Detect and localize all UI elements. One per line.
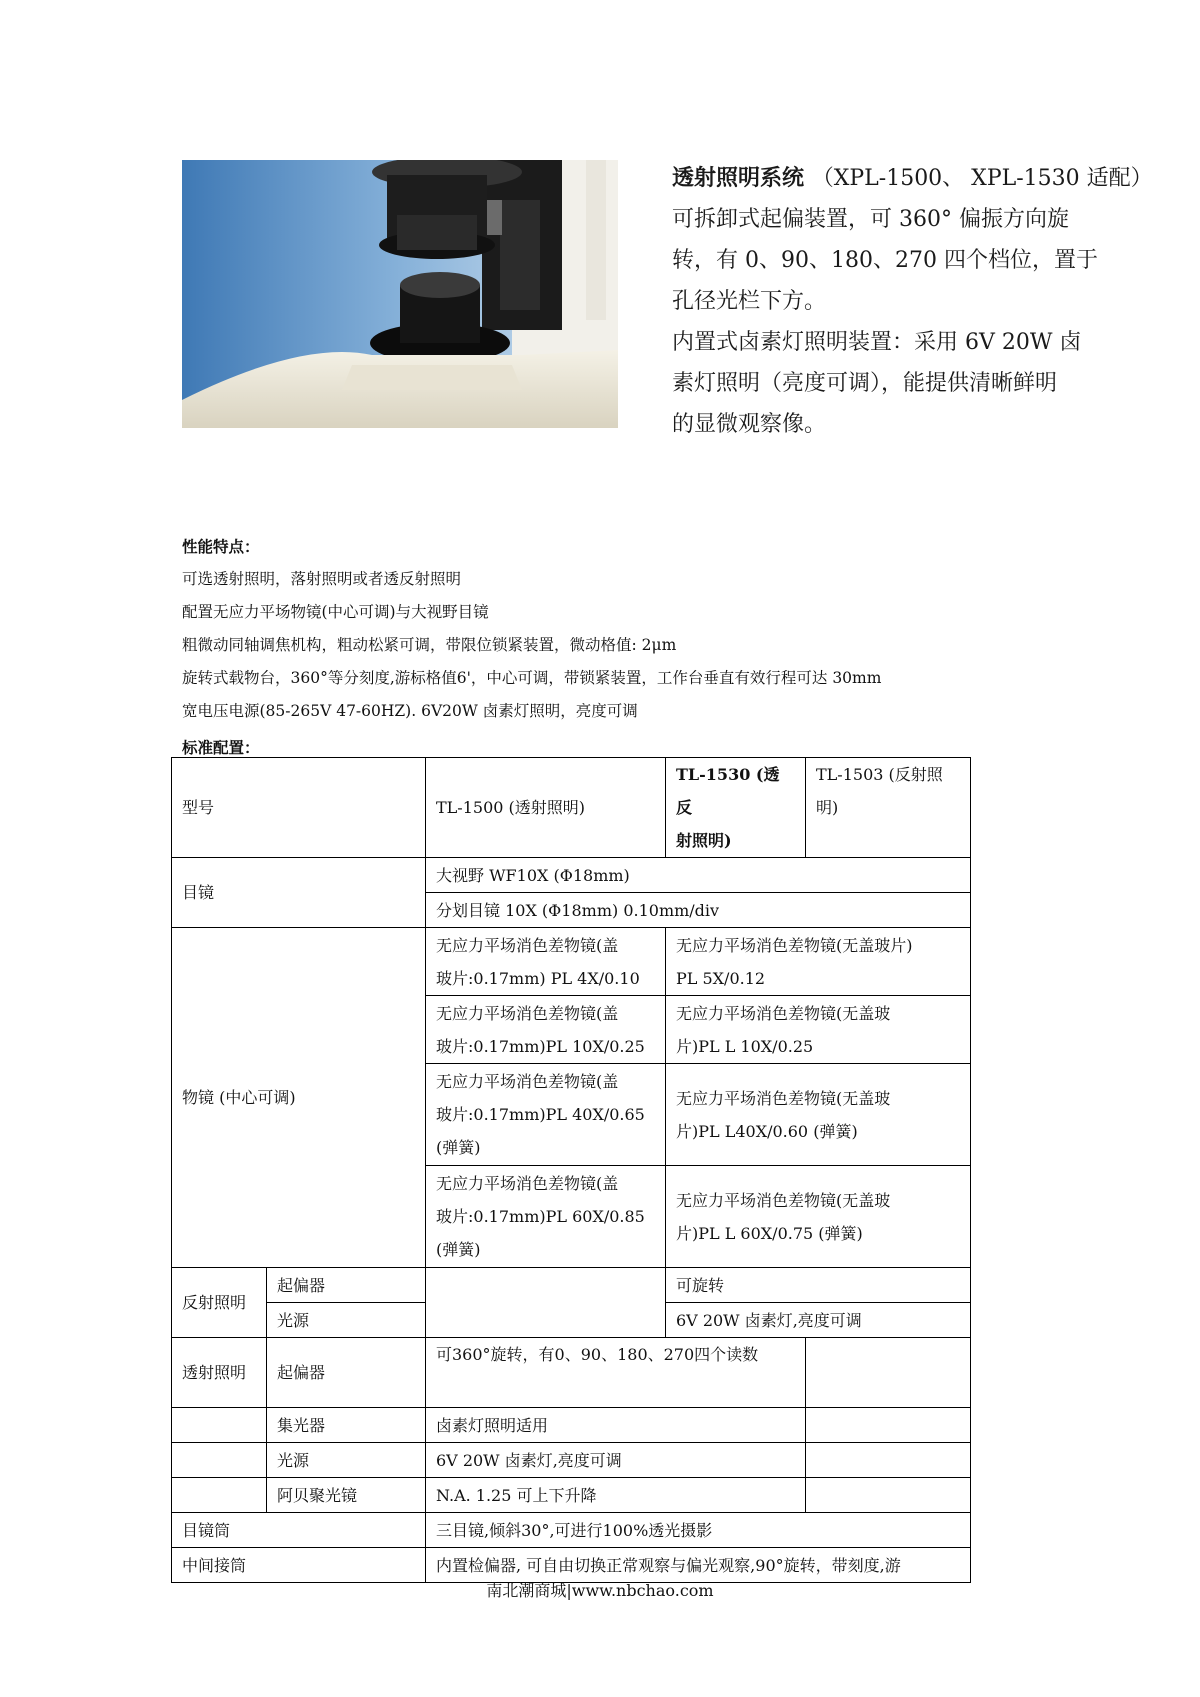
objective-text: 无应力平场消色差物镜(无盖玻 <box>676 1003 891 1023</box>
tube-value: 三目镜,倾斜30°,可进行100%透光摄影 <box>426 1513 971 1548</box>
caption-line: 素灯照明（亮度可调），能提供清晰鲜明 <box>672 371 1058 396</box>
objective-text: 无应力平场消色差物镜(盖 <box>436 1003 619 1023</box>
reflect-light-label: 光源 <box>267 1303 426 1338</box>
caption-line: 可拆卸式起偏装置，可 360° 偏振方向旋 <box>672 207 1069 232</box>
objective-uncovered <box>666 928 971 996</box>
empty-cell <box>172 1443 267 1478</box>
objective-text: 无应力平场消色差物镜(无盖玻片) <box>676 935 913 955</box>
reflect-label: 反射照明 <box>172 1268 267 1338</box>
model-tl1530-line2: 射照明) <box>676 831 732 850</box>
objective-text: (弹簧) <box>436 1240 481 1259</box>
empty-cell <box>806 1478 971 1513</box>
eyepiece-reticle: 分划目镜 10X (Φ18mm) 0.10mm/div <box>426 893 971 928</box>
features-title: 性能特点： <box>182 537 260 556</box>
caption-title-text: 透射照明系统 <box>672 165 805 191</box>
empty-cell <box>806 1443 971 1478</box>
table-row <box>172 928 971 996</box>
transmit-polarizer-value: 可360°旋转，有0、90、180、270四个读数 <box>426 1338 806 1408</box>
standard-config-title: 标准配置： <box>182 738 260 757</box>
objective-text: 无应力平场消色差物镜(盖 <box>436 1072 619 1091</box>
table-row <box>172 858 971 893</box>
table-row <box>172 1478 971 1513</box>
caption-line: 的显微观察像。 <box>672 412 827 437</box>
reflect-polarizer-label: 起偏器 <box>267 1268 426 1303</box>
transmit-light-label: 光源 <box>267 1443 426 1478</box>
footer-text: 南北潮商城|www.nbchao.com <box>486 1581 714 1600</box>
objective-covered <box>426 996 666 1064</box>
table-row <box>172 1443 971 1478</box>
caption-title <box>672 158 1192 199</box>
microscope-illuminator-photo-icon <box>182 160 618 428</box>
objective-text: PL 5X/0.12 <box>676 968 766 988</box>
table-row <box>172 1338 971 1408</box>
caption-line: 内置式卤素灯照明装置：采用 6V 20W 卤 <box>672 330 1082 355</box>
transmit-label: 透射照明 <box>172 1338 267 1408</box>
abbe-label: 阿贝聚光镜 <box>267 1478 426 1513</box>
feature-item: 粗微动同轴调焦机构，粗动松紧可调，带限位锁紧装置，微动格值: 2μm <box>182 636 677 654</box>
objective-text: 无应力平场消色差物镜(盖 <box>436 935 619 955</box>
condenser-value: 卤素灯照明适用 <box>426 1408 806 1443</box>
eyepiece-label: 目镜 <box>172 858 426 928</box>
model-tl1530-line1: TL-1530 (透反 <box>676 765 780 817</box>
objective-covered <box>426 1064 666 1166</box>
objective-covered <box>426 928 666 996</box>
reflect-empty-cell <box>426 1268 666 1338</box>
condenser-label: 集光器 <box>267 1408 426 1443</box>
objective-text: 无应力平场消色差物镜(盖 <box>436 1174 619 1193</box>
spec-table <box>171 757 971 1583</box>
table-row <box>172 1268 971 1303</box>
model-tl1503-line1: TL-1503 (反射照 <box>816 765 943 784</box>
table-row <box>172 1408 971 1443</box>
objective-uncovered <box>666 1166 971 1268</box>
objective-text: 片)PL L 60X/0.75 (弹簧) <box>676 1223 863 1243</box>
reflect-polarizer-value: 可旋转 <box>666 1268 971 1303</box>
caption-title-note: （XPL-1500、 XPL-1530 适配） <box>811 166 1153 191</box>
objective-uncovered <box>666 1064 971 1166</box>
objective-text: 片)PL L40X/0.60 (弹簧) <box>676 1121 858 1141</box>
transmit-polarizer-label: 起偏器 <box>267 1338 426 1408</box>
objective-label: 物镜 (中心可调) <box>172 928 426 1268</box>
features-section <box>182 530 1082 728</box>
feature-item: 宽电压电源(85-265V 47-60HZ). 6V20W 卤素灯照明，亮度可调 <box>182 702 638 720</box>
transmit-empty-cell <box>806 1338 971 1408</box>
model-tl1500: TL-1500 (透射照明) <box>426 758 666 858</box>
objective-text: 片)PL L 10X/0.25 <box>676 1036 814 1056</box>
illumination-caption <box>672 158 1192 445</box>
objective-text: 无应力平场消色差物镜(无盖玻 <box>676 1190 891 1210</box>
objective-text: 玻片:0.17mm)PL 60X/0.85 <box>436 1207 645 1226</box>
empty-cell <box>806 1408 971 1443</box>
model-tl1530 <box>666 758 806 858</box>
objective-text: 玻片:0.17mm)PL 10X/0.25 <box>436 1036 645 1056</box>
table-row <box>172 1513 971 1548</box>
model-tl1503-line2: 明) <box>816 798 839 817</box>
feature-item: 旋转式载物台，360°等分刻度,游标格值6'，中心可调，带锁紧装置，工作台垂直有效行程可达 30mm <box>182 669 882 687</box>
objective-uncovered <box>666 996 971 1064</box>
model-label: 型号 <box>172 758 426 858</box>
objective-covered <box>426 1166 666 1268</box>
product-photo <box>182 160 618 428</box>
objective-text: (弹簧) <box>436 1138 481 1157</box>
caption-line: 转，有 0、90、180、270 四个档位，置于 <box>672 248 1098 273</box>
objective-text: 无应力平场消色差物镜(无盖玻 <box>676 1088 891 1108</box>
transmit-light-value: 6V 20W 卤素灯,亮度可调 <box>426 1443 806 1478</box>
feature-item: 可选透射照明，落射照明或者透反射照明 <box>182 570 462 588</box>
middle-label: 中间接筒 <box>172 1548 426 1583</box>
table-row <box>172 758 971 858</box>
feature-item: 配置无应力平场物镜(中心可调)与大视野目镜 <box>182 603 489 621</box>
tube-label: 目镜筒 <box>172 1513 426 1548</box>
reflect-light-value: 6V 20W 卤素灯,亮度可调 <box>666 1303 971 1338</box>
objective-text: 玻片:0.17mm)PL 40X/0.65 <box>436 1105 645 1124</box>
objective-text: 玻片:0.17mm) PL 4X/0.10 <box>436 968 640 988</box>
empty-cell <box>172 1408 267 1443</box>
middle-value: 内置检偏器, 可自由切换正常观察与偏光观察,90°旋转，带刻度,游 <box>426 1548 971 1583</box>
model-tl1503 <box>806 758 971 858</box>
eyepiece-wide: 大视野 WF10X (Φ18mm) <box>426 858 971 893</box>
caption-line: 孔径光栏下方。 <box>672 289 827 314</box>
empty-cell <box>172 1478 267 1513</box>
abbe-value: N.A. 1.25 可上下升降 <box>426 1478 806 1513</box>
